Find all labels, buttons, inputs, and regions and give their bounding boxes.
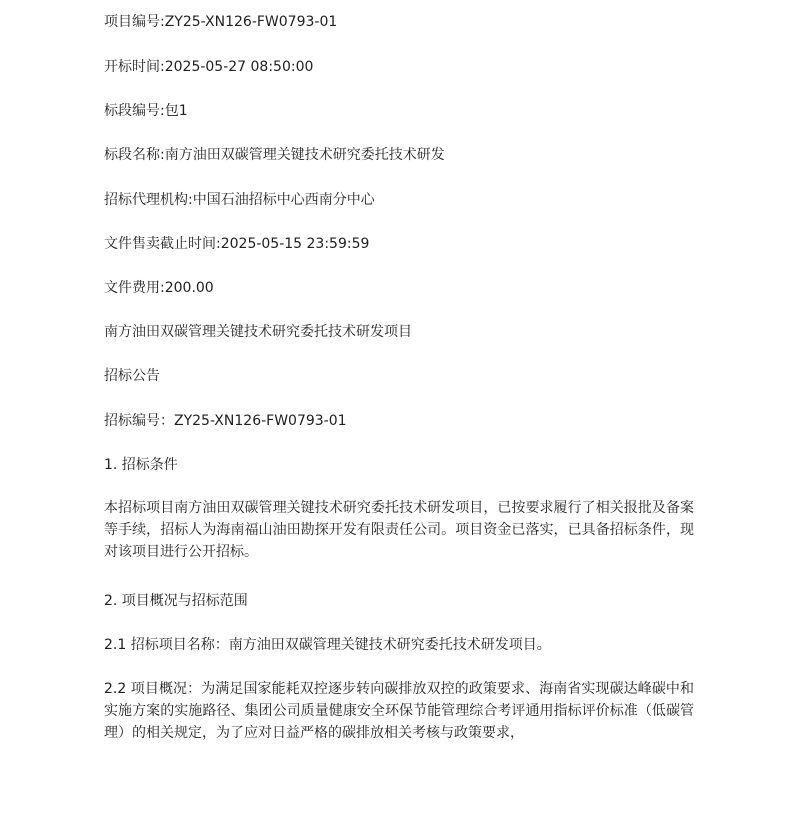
document-fee: 文件费用:200.00	[104, 280, 214, 296]
section-name: 标段名称:南方油田双碳管理关键技术研究委托技术研发	[104, 147, 445, 163]
section-2-1-text: 2.1 招标项目名称：南方油田双碳管理关键技术研究委托技术研发项目。	[104, 637, 551, 653]
document-sale-deadline: 文件售卖截止时间:2025-05-15 23:59:59	[104, 236, 370, 252]
section-2-heading: 2. 项目概况与招标范围	[104, 593, 248, 609]
tender-agency: 招标代理机构:中国石油招标中心西南分中心	[104, 192, 375, 208]
section-2-2-text: 2.2 项目概况：为满足国家能耗双控逐步转向碳排放双控的政策要求、海南省实现碳达峰碳中和实施方案的实施路径、集团公司质量健康安全环保节能管理综合考评通用指标评价标准（低碳管理）的相关规定，为了应对日益严格的碳排放相关考核与政策要求，	[104, 681, 694, 741]
section-1-heading: 1. 招标条件	[104, 457, 178, 473]
bid-opening-time: 开标时间:2025-05-27 08:50:00	[104, 59, 314, 75]
tender-number: 招标编号：ZY25-XN126-FW0793-01	[104, 413, 347, 429]
section-number: 标段编号:包1	[104, 103, 188, 119]
project-title: 南方油田双碳管理关键技术研究委托技术研发项目	[104, 324, 412, 340]
project-number: 项目编号:ZY25-XN126-FW0793-01	[104, 14, 338, 30]
section-1-text: 本招标项目南方油田双碳管理关键技术研究委托技术研发项目，已按要求履行了相关报批及备案等手续，招标人为海南福山油田勘探开发有限责任公司。项目资金已落实，已具备招标条件，现对该项目进行公开招标。	[104, 500, 694, 560]
notice-heading: 招标公告	[104, 368, 160, 384]
